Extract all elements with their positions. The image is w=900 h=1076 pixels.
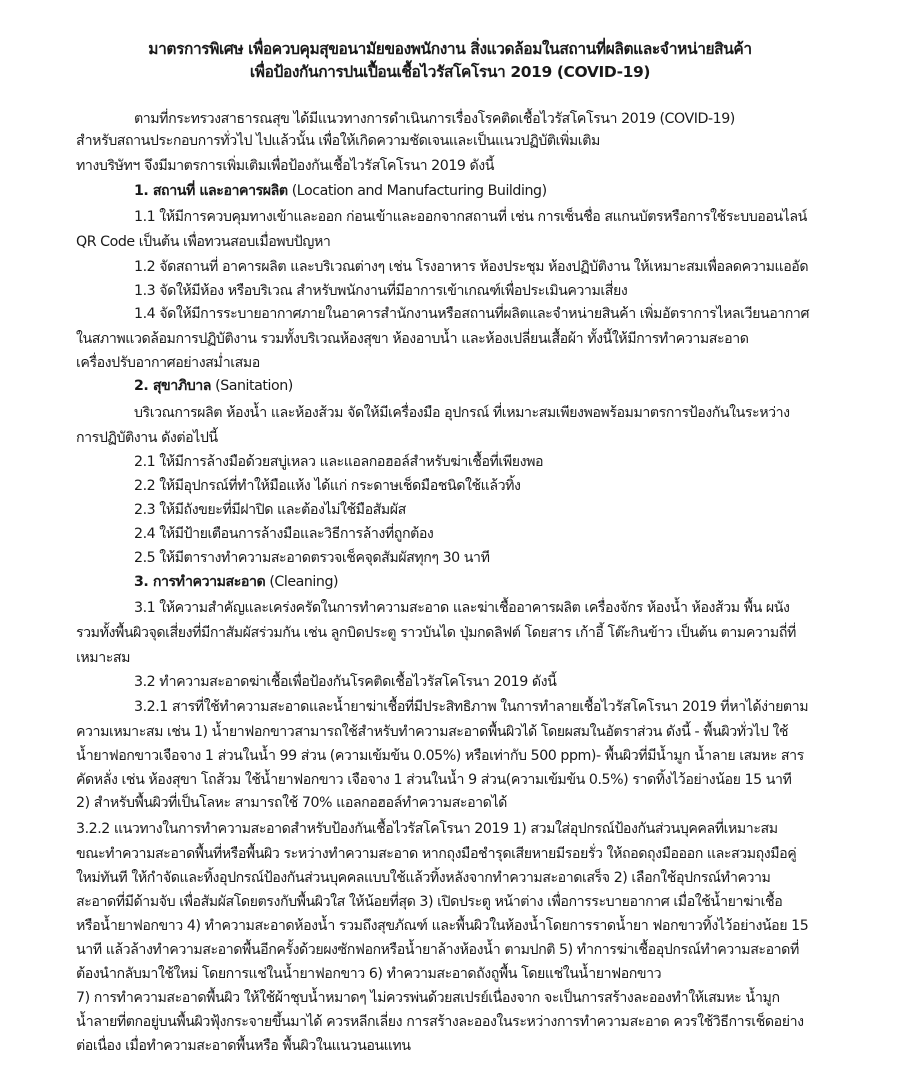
intro-line: ทางบริษัทฯ จึงมีมาตรการเพิ่มเติมเพื่อป้องกันเชื้อไวรัสโคโรนา 2019 ดังนี้ bbox=[76, 158, 495, 174]
section-3-line: ขณะทำความสะอาดพื้นที่หรือพื้นผิว ระหว่างทำความสะอาด หากถุงมือชำรุดเสียหายมีรอยรั่ว ให้ถอดถุงมือออก และสวมถุงมือคู่ bbox=[76, 846, 797, 862]
section-3-line: เหมาะสม bbox=[76, 650, 131, 666]
section-1-heading bbox=[134, 180, 547, 202]
section-1-line: 1.4 จัดให้มีการระบายอากาศภายในอาคารสำนักงานหรือสถานที่ผลิตและจำหน่ายสินค้า เพิ่มอัตราการไหลเวียนอากาศ bbox=[134, 306, 809, 322]
section-3-line: ต้องนำกลับมาใช้ใหม่ โดยการแช่ในน้ำยาฟอกขาว 6) ทำความสะอาดถังถูพื้น โดยแช่ในน้ำยาฟอกขาว bbox=[76, 966, 662, 982]
section-3-line: 7) การทำความสะอาดพื้นผิว ให้ใช้ผ้าชุบน้ำหมาดๆ ไม่ควรพ่นด้วยสเปรย์เนื่องจาก จะเป็นการสร้างละอองทำให้เสมหะ น้ำมูก bbox=[76, 990, 780, 1006]
section-3-line: หรือน้ำยาฟอกขาว 4) ทำความสะอาดห้องน้ำ รวมถึงสุขภัณฑ์ และพื้นผิวในห้องน้ำโดยการราดน้ำยา ฟอกขาวทิ้งไว้อย่างน้อย 15 bbox=[76, 918, 809, 934]
section-1-line: เครื่องปรับอากาศอย่างสม่ำเสมอ bbox=[76, 355, 260, 371]
section-3-heading bbox=[134, 571, 338, 593]
section-2-line: 2.4 ให้มีป้ายเตือนการล้างมือและวิธีการล้างที่ถูกต้อง bbox=[134, 526, 434, 542]
section-3-line: 3.2 ทำความสะอาดฆ่าเชื้อเพื่อป้องกันโรคติดเชื้อไวรัสโคโรนา 2019 ดังนี้ bbox=[134, 674, 557, 690]
section-1-heading-en: (Location and Manufacturing Building) bbox=[287, 183, 547, 199]
section-3-line: รวมทั้งพื้นผิวจุดเสี่ยงที่มีกาสัมผัสร่วมกัน เช่น ลูกบิดประตู ราวบันได ปุ่มกดลิฟต์ โดยสาร เก้าอี้ โต๊ะกินข้าว เป็นต้น ตามความถี่ที่ bbox=[76, 625, 796, 641]
section-3-heading-en: (Cleaning) bbox=[265, 574, 339, 590]
section-3-line: น้ำลายที่ตกอยู่บนพื้นผิวฟุ้งกระจายขึ้นมาได้ ควรหลีกเลี่ยง การสร้างละอองในระหว่างการทำความสะอาด ควรใช้วิธีการเช็ดอย่าง bbox=[76, 1014, 804, 1030]
section-1-line: 1.3 จัดให้มีห้อง หรือบริเวณ สำหรับพนักงานที่มีอาการเข้าเกณฑ์เพื่อประเมินความเสี่ยง bbox=[134, 283, 628, 299]
section-2-line: 2.3 ให้มีถังขยะที่มีฝาปิด และต้องไม่ใช้มือสัมผัส bbox=[134, 502, 406, 518]
section-3-line: ความเหมาะสม เช่น 1) น้ำยาฟอกขาวสามารถใช้สำหรับทำความสะอาดพื้นผิวได้ โดยผสมในอัตราส่วน ดังนี้ - พื้นผิวทั่วไป ใช้ bbox=[76, 724, 789, 740]
intro-line: สำหรับสถานประกอบการทั่วไป ไปแล้วนั้น เพื่อให้เกิดความชัดเจนและเป็นแนวปฏิบัติเพิ่มเติม bbox=[76, 133, 600, 149]
section-1-line: ในสภาพแวดล้อมการปฏิบัติงาน รวมทั้งบริเวณห้องสุขา ห้องอาบน้ำ และห้องเปลี่ยนเสื้อผ้า ทั้งนี้ให้มีการทำความสะอาด bbox=[76, 331, 749, 347]
section-2-heading-en: (Sanitation) bbox=[211, 378, 293, 394]
section-2-heading bbox=[134, 375, 293, 397]
section-3-line: 3.2.2 แนวทางในการทำความสะอาดสำหรับป้องกันเชื้อไวรัสโคโรนา 2019 1) สวมใส่อุปกรณ์ป้องกันส่วนบุคคลที่เหมาะสม bbox=[76, 821, 778, 837]
section-3-line: สะอาดที่มีด้ามจับ เพื่อสัมผัสโดยตรงกับพื้นผิวใส ให้น้อยที่สุด 3) เปิดประตู หน้าต่าง เพื่อการระบายอากาศ เมื่อใช้น้ำยาฆ่าเชื้อ bbox=[76, 894, 783, 910]
section-2-heading-th: 2. สุขาภิบาล bbox=[134, 378, 212, 394]
section-3-line: 2) สำหรับพื้นผิวที่เป็นโลหะ สามารถใช้ 70% แอลกอฮอล์ทำความสะอาดได้ bbox=[76, 795, 507, 811]
section-2-line: 2.1 ให้มีการล้างมือด้วยสบู่เหลว และแอลกอฮอล์สำหรับฆ่าเชื้อที่เพียงพอ bbox=[134, 454, 544, 470]
section-1-line: 1.2 จัดสถานที่ อาคารผลิต และบริเวณต่างๆ เช่น โรงอาหาร ห้องประชุม ห้องปฏิบัติงาน ให้เหมาะสมเพื่อลดความแออัด bbox=[134, 259, 809, 275]
section-1-heading-th: 1. สถานที่ และอาคารผลิต bbox=[134, 183, 288, 199]
section-3-line: ต่อเนื่อง เมื่อทำความสะอาดพื้นหรือ พื้นผิวในแนวนอนแทน bbox=[76, 1038, 411, 1054]
intro-line: ตามที่กระทรวงสาธารณสุข ได้มีแนวทางการดำเนินการเรื่องโรคติดเชื้อไวรัสโคโรนา 2019 (COVID-19) bbox=[134, 111, 735, 127]
section-3-line: คัดหลั่ง เช่น ห้องสุขา โถส้วม ใช้น้ำยาฟอกขาว เจือจาง 1 ส่วนในน้ำ 9 ส่วน(ความเข้มข้น 0.5%) ราดทิ้งไว้อย่างน้อย 15 นาที bbox=[76, 772, 792, 788]
section-2-line: การปฏิบัติงาน ดังต่อไปนี้ bbox=[76, 430, 218, 446]
section-2-line: 2.2 ให้มีอุปกรณ์ที่ทำให้มือแห้ง ได้แก่ กระดาษเช็ดมือชนิดใช้แล้วทิ้ง bbox=[134, 478, 521, 494]
section-2-line: บริเวณการผลิต ห้องน้ำ และห้องส้วม จัดให้มีเครื่องมือ อุปกรณ์ ที่เหมาะสมเพียงพอพร้อมมาตรการป้องกันในระหว่าง bbox=[134, 405, 790, 421]
section-1-line: 1.1 ให้มีการควบคุมทางเข้าและออก ก่อนเข้าและออกจากสถานที่ เช่น การเซ็นชื่อ สแกนบัตรหรือการใช้ระบบออนไลน์ bbox=[134, 209, 807, 225]
document-title-line-1: มาตรการพิเศษ เพื่อควบคุมสุขอนามัยของพนักงาน สิ่งแวดล้อมในสถานที่ผลิตและจำหน่ายสินค้า bbox=[148, 40, 752, 58]
section-3-line: ใหม่ทันที ให้กำจัดและทิ้งอุปกรณ์ป้องกันส่วนบุคคลแบบใช้แล้วทิ้งหลังจากทำความสะอาดเสร็จ 2) เลือกใช้อุปกรณ์ทำความ bbox=[76, 870, 771, 886]
section-3-line: นาที แล้วล้างทำความสะอาดพื้นอีกครั้งด้วยผงซักฟอกหรือน้ำยาล้างห้องน้ำ ตามปกติ 5) ทำการฆ่าเชื้ออุปกรณ์ทำความสะอาดที่ bbox=[76, 942, 799, 958]
section-3-line: 3.1 ให้ความสำคัญและเคร่งครัดในการทำความสะอาด และฆ่าเชื้ออาคารผลิต เครื่องจักร ห้องน้ำ ห้องส้วม พื้น ผนัง bbox=[134, 600, 790, 616]
section-1-line: QR Code เป็นต้น เพื่อทวนสอบเมื่อพบปัญหา bbox=[76, 234, 331, 250]
section-2-line: 2.5 ให้มีตารางทำความสะอาดตรวจเช็คจุดสัมผัสทุกๆ 30 นาที bbox=[134, 550, 490, 566]
section-3-heading-th: 3. การทำความสะอาด bbox=[134, 574, 266, 590]
section-3-line: น้ำยาฟอกขาวเจือจาง 1 ส่วนในน้ำ 99 ส่วน (ความเข้มข้น 0.05%) หรือเท่ากับ 500 ppm)- พื้นผิวที่มีน้ำมูก น้ำลาย เสมหะ สาร bbox=[76, 748, 804, 764]
document-title-line-2: เพื่อป้องกันการปนเปื้อนเชื้อไวรัสโคโรนา 2019 (COVID-19) bbox=[249, 63, 651, 81]
section-3-line: 3.2.1 สารที่ใช้ทำความสะอาดและน้ำยาฆ่าเชื้อที่มีประสิทธิภาพ ในการทำลายเชื้อไวรัสโคโรนา 2019 ที่หาได้ง่ายตาม bbox=[134, 699, 809, 715]
